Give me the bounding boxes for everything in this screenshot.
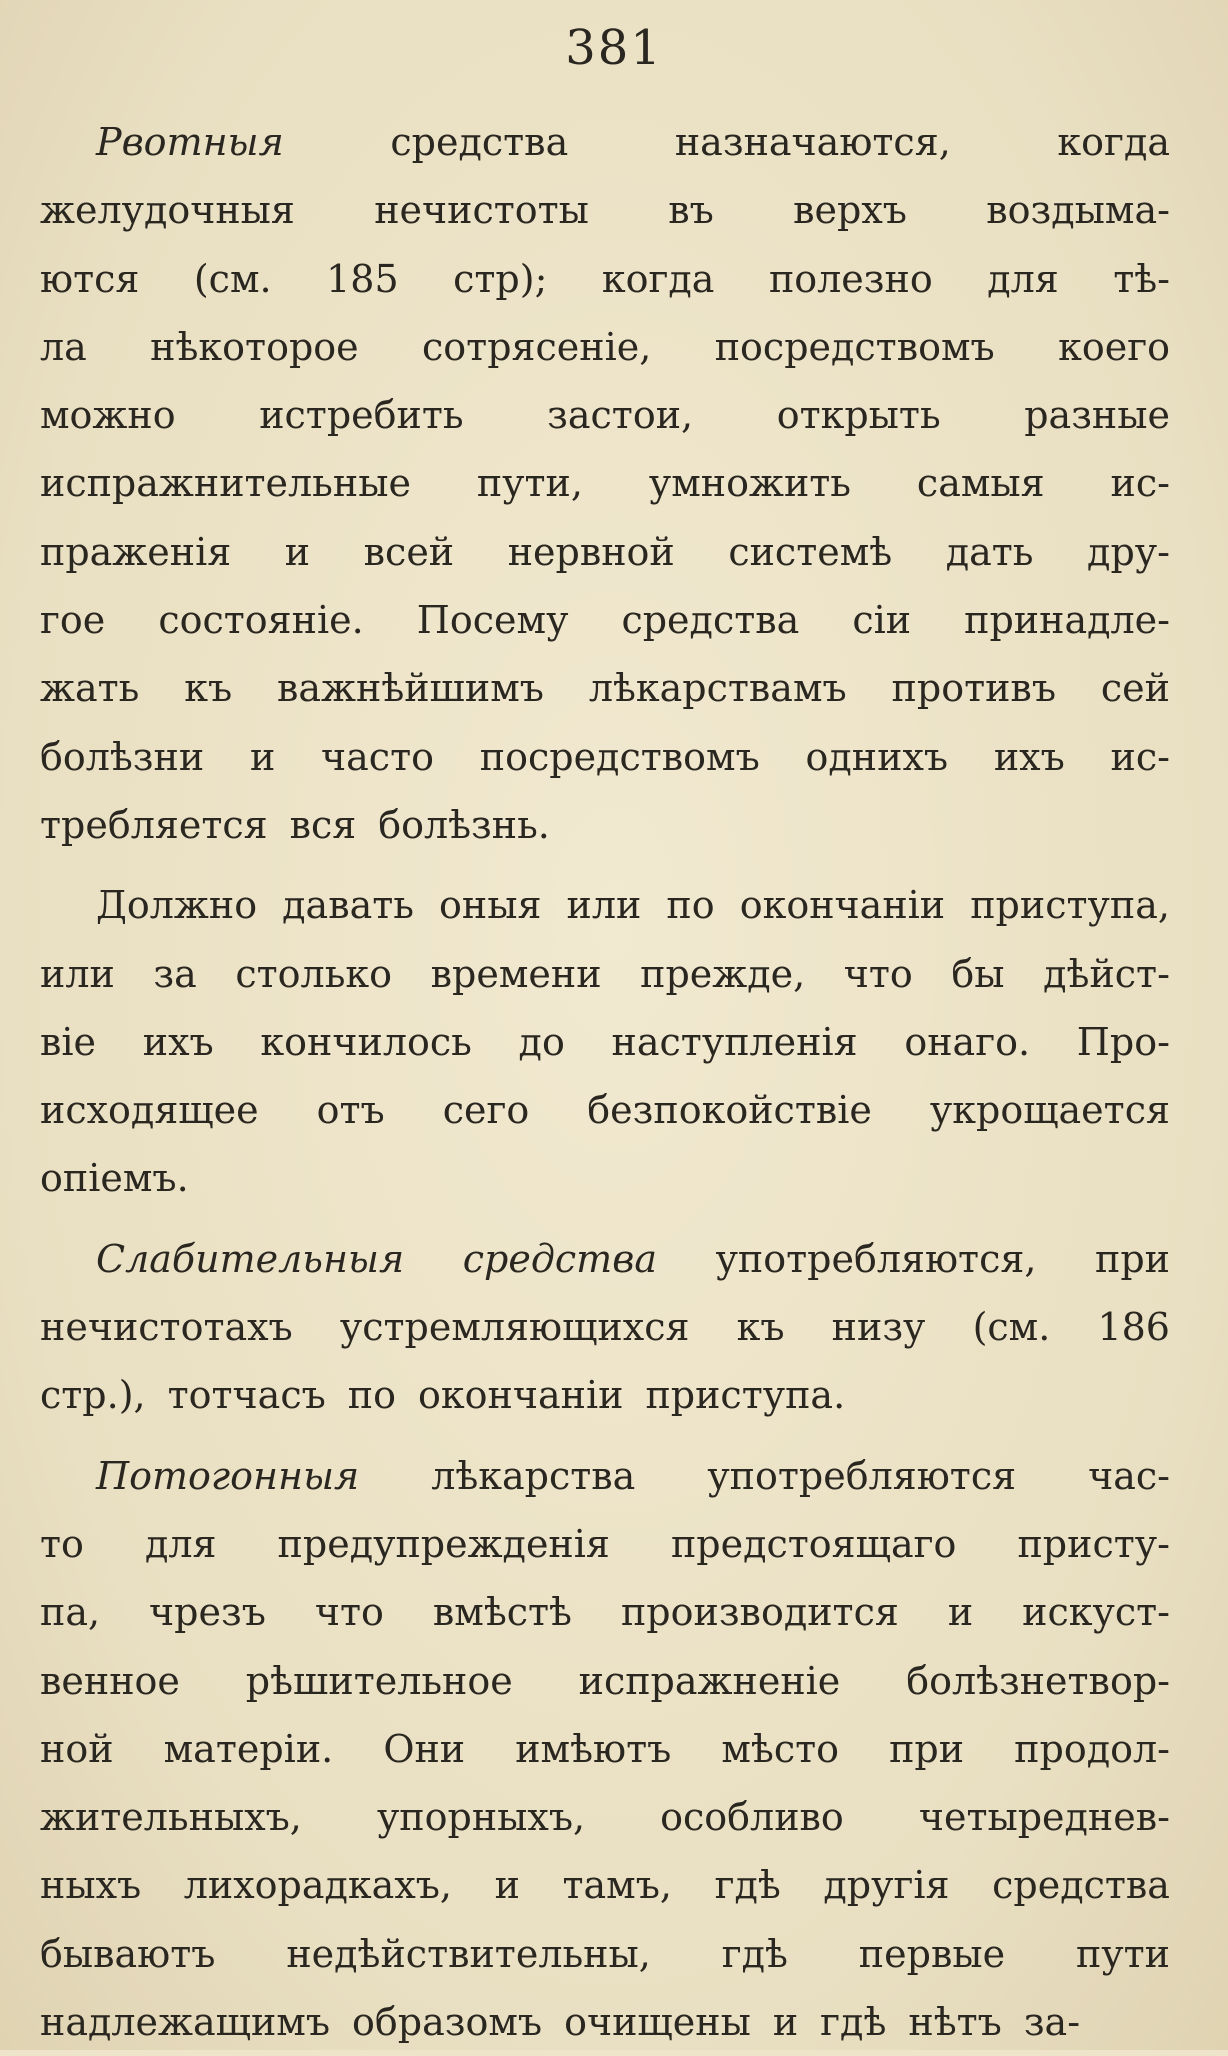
- page-number: 381: [565, 20, 663, 76]
- text-line: [40, 176, 1170, 244]
- text-line: [40, 1225, 1170, 1293]
- word: ныхъ: [40, 1863, 142, 1908]
- word: ис-: [1110, 461, 1170, 506]
- word: что: [843, 951, 913, 996]
- word: и: [772, 2000, 799, 2045]
- word: можно: [40, 393, 176, 438]
- word: имѣютъ: [515, 1726, 672, 1771]
- text-line: [40, 1442, 1170, 1510]
- text-line: [40, 1920, 1170, 1988]
- word: когда: [1057, 120, 1170, 164]
- word: безпокойствіе: [587, 1088, 872, 1133]
- word: давать: [282, 883, 414, 928]
- word: гдѣ: [721, 1931, 788, 1976]
- word: употребляются: [707, 1453, 1017, 1498]
- word: важнѣйшимъ: [276, 666, 544, 711]
- word: когда: [601, 256, 715, 301]
- word: употребляются,: [715, 1236, 1037, 1281]
- word: разные: [1024, 393, 1170, 438]
- word: четыреднев-: [918, 1795, 1170, 1840]
- word: и: [249, 734, 276, 779]
- word: средства: [621, 598, 800, 643]
- word: венное: [40, 1658, 180, 1703]
- text-line: [40, 940, 1170, 1008]
- word: что: [314, 1590, 384, 1635]
- word: (см.: [193, 256, 272, 301]
- word: дѣйст-: [1043, 951, 1170, 996]
- word: недѣйствительны,: [286, 1931, 651, 1976]
- word: лѣкарства: [431, 1453, 636, 1498]
- word: средства: [462, 1236, 657, 1281]
- word: дру-: [1087, 529, 1170, 574]
- word: гое: [40, 598, 106, 643]
- word: стр);: [453, 256, 548, 301]
- word: испражнительные: [40, 461, 411, 506]
- word: посредствомъ: [714, 324, 995, 369]
- word: онаго.: [904, 1019, 1031, 1064]
- text-line: [40, 723, 1170, 791]
- word: назначаются,: [674, 120, 951, 164]
- word: матеріи.: [163, 1726, 334, 1771]
- word: тѣ-: [1113, 256, 1170, 301]
- word: приступа.: [645, 1373, 846, 1418]
- word: тамъ,: [562, 1863, 672, 1908]
- word: ются: [40, 256, 140, 301]
- word: и: [947, 1590, 974, 1635]
- word: открыть: [776, 393, 941, 438]
- word: тотчасъ: [167, 1373, 326, 1418]
- word: и: [494, 1863, 520, 1908]
- word: къ: [736, 1305, 785, 1350]
- word: 185: [326, 256, 399, 301]
- text-line: [40, 1988, 1170, 2056]
- word: Они: [383, 1726, 466, 1771]
- word: жительныхъ,: [40, 1795, 302, 1840]
- word: ла: [40, 324, 87, 369]
- text-line: [40, 1144, 1170, 1212]
- word: при: [1095, 1236, 1170, 1281]
- word: воздыма-: [986, 188, 1170, 233]
- word: віе: [40, 1019, 97, 1064]
- page-text: [40, 108, 1170, 2056]
- word: по: [347, 1373, 397, 1418]
- word: бы: [951, 951, 1005, 996]
- text-line: [40, 313, 1170, 381]
- text-line: [40, 1293, 1170, 1361]
- text-line: [40, 518, 1170, 586]
- word: истребить: [259, 393, 464, 438]
- word: кончилось: [260, 1019, 472, 1064]
- word: въ: [668, 188, 714, 233]
- word: предупрежденія: [277, 1521, 610, 1566]
- word: до: [518, 1019, 565, 1064]
- word: особливо: [660, 1795, 844, 1840]
- word: для: [144, 1521, 217, 1566]
- word: сіи: [852, 598, 912, 643]
- word: нечистотахъ: [40, 1305, 293, 1350]
- word: бываютъ: [40, 1931, 216, 1976]
- word: при: [889, 1726, 965, 1771]
- word: всей: [363, 529, 455, 574]
- text-line: [40, 791, 1170, 859]
- word: производится: [620, 1590, 899, 1635]
- word: противъ: [891, 666, 1056, 711]
- word: сотрясеніе,: [422, 324, 652, 369]
- word: и: [284, 529, 311, 574]
- word: окончаніи: [418, 1373, 624, 1418]
- word: жать: [40, 666, 140, 711]
- word: приступа,: [970, 883, 1170, 928]
- word: пути: [1075, 1931, 1170, 1976]
- word: Посему: [416, 598, 569, 643]
- word: праженія: [40, 529, 232, 574]
- text-line: [40, 1076, 1170, 1144]
- word: за-: [1023, 2000, 1081, 2045]
- word: па,: [40, 1590, 101, 1635]
- word: по: [666, 883, 715, 928]
- word: болѣзнь.: [378, 802, 550, 847]
- word: рѣшительное: [245, 1658, 513, 1703]
- word: сего: [442, 1088, 530, 1133]
- word: коего: [1058, 324, 1170, 369]
- word: времени: [430, 951, 602, 996]
- word: первые: [858, 1931, 1006, 1976]
- text-line: [40, 1647, 1170, 1715]
- word: опіемъ.: [40, 1156, 189, 1201]
- word: сей: [1100, 666, 1170, 711]
- text-line: [40, 1578, 1170, 1646]
- text-line: [40, 381, 1170, 449]
- word: столько: [235, 951, 393, 996]
- word: предстоящаго: [670, 1521, 957, 1566]
- word: нѣтъ: [908, 2000, 1002, 2045]
- word: лихорадкахъ,: [183, 1863, 453, 1908]
- word: нѣкоторое: [150, 324, 359, 369]
- text-line: [40, 1783, 1170, 1851]
- word: Должно: [96, 883, 258, 928]
- word: часто: [321, 734, 434, 779]
- word: Слабительныя: [96, 1236, 405, 1281]
- word: или: [566, 883, 642, 928]
- word: образомъ: [352, 2000, 543, 2045]
- text-line: [40, 586, 1170, 654]
- word: Потогонныя: [96, 1453, 360, 1498]
- text-line: [40, 245, 1170, 313]
- word: чрезъ: [149, 1590, 266, 1635]
- word: гдѣ: [820, 2000, 887, 2045]
- word: Про-: [1076, 1019, 1170, 1064]
- word: присту-: [1017, 1521, 1170, 1566]
- word: вся: [289, 802, 357, 847]
- word: однихъ: [805, 734, 949, 779]
- word: нервной: [507, 529, 675, 574]
- word: мѣсто: [721, 1726, 840, 1771]
- word: желудочныя: [40, 188, 295, 233]
- word: посредствомъ: [479, 734, 760, 779]
- text-line: [40, 654, 1170, 722]
- word: нечистоты: [374, 188, 589, 233]
- word: или: [40, 951, 115, 996]
- word: (см.: [972, 1305, 1051, 1350]
- word: за: [153, 951, 197, 996]
- text-line: [40, 108, 1170, 176]
- word: укрощается: [929, 1088, 1170, 1133]
- word: искуст-: [1022, 1590, 1170, 1635]
- word: полезно: [768, 256, 933, 301]
- word: отъ: [316, 1088, 385, 1133]
- word: дать: [945, 529, 1034, 574]
- text-line: [40, 1361, 1170, 1429]
- word: состояніе.: [158, 598, 364, 643]
- word: Рвотныя: [96, 120, 284, 164]
- word: окончаніи: [739, 883, 946, 928]
- word: 186: [1097, 1305, 1170, 1350]
- text-line: [40, 871, 1170, 939]
- word: упорныхъ,: [376, 1795, 586, 1840]
- word: къ: [184, 666, 233, 711]
- word: вмѣстѣ: [432, 1590, 572, 1635]
- word: лѣкарствамъ: [588, 666, 847, 711]
- word: прежде,: [640, 951, 806, 996]
- word: средства: [992, 1863, 1170, 1908]
- word: гдѣ: [714, 1863, 781, 1908]
- word: устремляющихся: [339, 1305, 690, 1350]
- word: умножить: [648, 461, 851, 506]
- word: продол-: [1014, 1726, 1170, 1771]
- word: испражненіе: [578, 1658, 841, 1703]
- word: наступленія: [611, 1019, 858, 1064]
- word: очищены: [564, 2000, 751, 2045]
- word: верхъ: [793, 188, 907, 233]
- word: принадле-: [964, 598, 1170, 643]
- word: оныя: [439, 883, 542, 928]
- word: для: [987, 256, 1059, 301]
- word: системѣ: [728, 529, 893, 574]
- word: низу: [831, 1305, 926, 1350]
- word: болѣзнетвор-: [906, 1658, 1170, 1703]
- word: надлежащимъ: [40, 2000, 331, 2045]
- word: час-: [1088, 1453, 1170, 1498]
- word: ной: [40, 1726, 114, 1771]
- text-line: [40, 1715, 1170, 1783]
- word: требляется: [40, 802, 268, 847]
- word: ис-: [1110, 734, 1170, 779]
- text-line: [40, 449, 1170, 517]
- word: ихъ: [142, 1019, 214, 1064]
- text-line: [40, 1851, 1170, 1919]
- word: исходящее: [40, 1088, 259, 1133]
- text-line: [40, 1510, 1170, 1578]
- word: пути,: [476, 461, 583, 506]
- word: стр.),: [40, 1373, 146, 1418]
- text-line: [40, 1008, 1170, 1076]
- word: ихъ: [993, 734, 1065, 779]
- word: то: [40, 1521, 84, 1566]
- word: другія: [823, 1863, 950, 1908]
- word: средства: [390, 120, 569, 164]
- word: застои,: [547, 393, 694, 438]
- word: самыя: [916, 461, 1045, 506]
- word: болѣзни: [40, 734, 205, 779]
